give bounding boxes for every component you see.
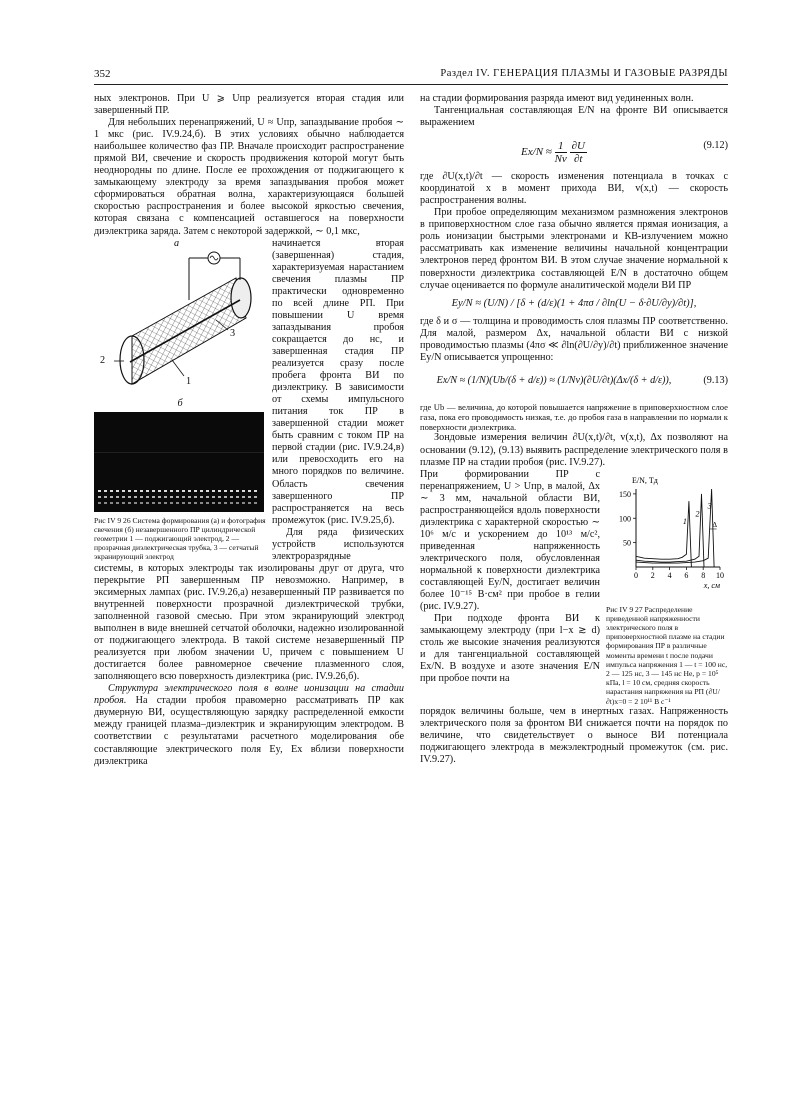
figure-26-caption: Рис IV 9 26 Система формирования (а) и фотография свечения (б) незавершенного ПР цилиндрической геометрии 1 — поджигающий электрод, 2 — прозрачная диэлектрическая трубка, 3 — сетчатый экранирующий электрод — [94, 515, 266, 562]
page-header — [94, 68, 728, 82]
section-run-in-title: Структура электрического поля в волне ионизации на стадии пробоя. — [94, 683, 404, 707]
x-tick-label: 2 — [650, 570, 655, 580]
header-rule — [94, 84, 728, 85]
paragraph — [94, 683, 404, 767]
series-label: 1 — [682, 516, 687, 526]
x-tick-label: 8 — [701, 570, 706, 580]
y-axis-label: E/N, Тд — [632, 475, 658, 485]
x-tick-label: 0 — [634, 570, 638, 580]
figure-iv-9-27 — [606, 469, 728, 706]
paragraph: Для ряда физических устройств используются электроразрядные — [272, 526, 404, 562]
equation-model: Ey/N ≈ (U/N) / [δ + (d/ε)(1 + 4πσ / ∂ln(U − δ·∂U/∂y)/∂t)], — [451, 297, 697, 309]
figure-26a — [94, 238, 266, 394]
figure-number-2: 2 — [100, 354, 106, 366]
paragraph: При пробое определяющим механизмом размножения электронов в приповерхностном слое газа обычно является прямая ионизация, а роль ионизации быстрыми электронами и КВ-излучением можно рассматривать как изменение величины начальной концентрации электронов перед фронтом ВИ. В этом случае значение нормальной к поверхности диэлектрика составляющей E/N в достаточно общем случае оценивается по формуле аналитической модели ВИ ПР — [420, 207, 728, 291]
paragraph: начинается вторая (завершенная) стадия, характеризуемая нарастанием свечения плазмы ПР практически одновременно по всей длине РП. При повышении U время запаздывания пробоя сокращается до нс, и завершенная стадия ПР реализуется сразу после пробега фронта ВИ по диэлектрику. В зависимости от схемы импульсного питания ток ПР в завершенной стадии может быть сравним с током ПР на первой стадии (рис. IV.9.24,в) или превосходить его на много порядков по величине. Область свечения завершенного ПР распространяется на весь промежуток (рис. IV.9.25,б). — [272, 237, 404, 526]
paragraph: где ∂U(x,t)/∂t — скорость изменения потенциала в точках с координатой x в момент прихода ВИ, v(x,t) — скорость распространения волны. — [420, 171, 728, 207]
paragraph: При подходе фронта ВИ к замыкающему электроду (при l−x ≳ d) столь же высокие значения реализуются и для тангенциальной составляющей Ex/N. В воздухе и азоте значения E/N при пробое почти на — [420, 613, 600, 685]
equation-number: (9.12) — [703, 140, 728, 152]
series-line-1 — [636, 501, 691, 567]
eq-den: ∂t — [574, 153, 583, 166]
paragraph: где Ub — величина, до которой повышается напряжение в приповерхностном слое газа, пока его проводимость низкая, т.е. до пробоя газа в направлении по нормали к поверхности диэлектрика. — [420, 401, 728, 433]
paragraph: на стадии формирования разряда имеют вид уединенных волн. — [420, 93, 694, 104]
eq-den: Nv — [554, 153, 567, 166]
running-title: Раздел IV. ГЕНЕРАЦИЯ ПЛАЗМЫ И ГАЗОВЫЕ РАЗРЯДЫ — [440, 68, 728, 79]
equation-body: Ex/N ≈ (1/N)(Ub/(δ + d/ε)) ≈ (1/Nv)(∂U/∂t)(Δx/(δ + d/ε)), — [436, 374, 672, 386]
figure-label-b: б — [177, 397, 183, 409]
equation-body — [420, 140, 688, 165]
glow-streak — [98, 496, 260, 498]
y-tick-label: 50 — [623, 538, 631, 548]
eq-num: ∂U — [571, 140, 585, 153]
glow-streak — [98, 490, 260, 492]
x-tick-label: 10 — [716, 570, 724, 580]
series-label: 2 — [695, 508, 700, 518]
figure-27-caption: Рис IV 9 27 Распределение приведенной напряженности электрического поля в приповерхностной плазме на стадии формирования ПР в различные моменты времени t после подачи импульса напряжения 1 — t = 100 нс, 2 — 125 нс, 3 — 145 нс Не, p = 10⁵ кПа, l = 10 см, средняя скорость нарастания напряжения на РП (∂U/∂t)x=0 = 2 10¹¹ В с⁻¹ — [606, 604, 728, 706]
paragraph: Тангенциальная составляющая E/N на фронте ВИ описывается выражением — [420, 105, 728, 129]
eq-num: 1 — [555, 140, 567, 153]
figure-number-1: 1 — [186, 375, 192, 387]
paragraph: системы, в которых электроды так изолированы друг от друга, что перекрытие РП завершенным ПР невозможно. Например, в эксимерных лампах (рис. IV.9.26,а) незавершенный ПР развивается по внутренней поверхности прозрачной диэлектрической трубки, заполненной газовой смесью. При этом экранирующий электрод выполнен в виде внешней сетчатой оболочки, надежно изолированной от поджигающего электрода. В такой системе незавершенный ПР реализуется при любом значении U, причем с повышением U достигается более равномерное свечение плазменного слоя, заполняющего всю поверхность диэлектрика (рис. IV.9.26,б). — [94, 562, 404, 683]
y-tick-label: 100 — [619, 513, 631, 523]
glow-streak — [98, 502, 260, 504]
delta-x-label: Δ — [712, 520, 717, 529]
paragraph: порядок величины больше, чем в инертных газах. Напряженность электрического поля за фронтом ВИ снижается почти на порядок по величине, что свидетельствует о выносе ВИ потенциала поджигающего электрода в межэлектродный промежуток (см. рис. IV.9.27). — [420, 705, 728, 766]
y-tick-label: 150 — [619, 489, 631, 499]
paragraph: ных электронов. При U ⩾ Uпр реализуется вторая стадия или завершенный ПР. — [94, 93, 404, 117]
x-tick-label: 4 — [667, 570, 672, 580]
figure-number-3: 3 — [230, 327, 236, 339]
glow-photograph — [94, 412, 264, 512]
equation-9-12 — [420, 132, 728, 168]
right-column — [420, 93, 728, 766]
x-tick-label: 6 — [684, 570, 689, 580]
tube-drawing — [114, 252, 251, 384]
page-number: 352 — [94, 68, 111, 80]
figure-iv-9-26 — [94, 238, 266, 562]
series-line-2 — [636, 493, 704, 566]
paragraph: Зондовые измерения величин ∂U(x,t)/∂t, v(x,t), Δx позволяют на основании (9.12), (9.13) выявить распределение электрического поля в плазме ПР на стадии пробоя (рис. IV.9.27). — [420, 432, 728, 468]
eq-lhs: Ex/N ≈ — [521, 146, 555, 159]
equation-number: (9.13) — [703, 374, 728, 386]
paragraph: При формировании ПР с перенапряжением, U > Uпр, в малой, Δx ∼ 3 мм, начальной области ВИ, распространяющейся вдоль поверхности диэлектрика с характерной скоростью ∼ 10⁶ м/с и ускорением до 10¹³ м/с², приведенная напряженность электрического поля, обусловленная нормальной к поверхности диэлектрика составляющей Ey/N, достигает величин более 10⁻¹⁵ В·см² при пробое в гелии (рис. IV.9.27). — [420, 468, 600, 613]
left-column — [94, 93, 404, 768]
x-axis-label: x, см — [703, 580, 720, 590]
series-label: 3 — [707, 501, 712, 511]
equation-9-13 — [420, 367, 728, 399]
paragraph-text: На стадии пробоя правомерно рассматривать ПР как двумерную ВИ, осуществляющую зарядку распределенной емкости между границей плазма–диэлектрик и экранирующим электродом. В соответствии с результатами расчетного моделирования обе составляющие электрического поля Ey, Ex вблизи поверхности диэлектрика — [94, 695, 404, 767]
electrode-system-drawing — [94, 238, 266, 394]
photo-line — [94, 452, 264, 453]
figure-label-a: а — [174, 237, 180, 249]
paragraph: где δ и σ — толщина и проводимость слоя плазмы ПР соответственно. Для малой, размером Δx, начальной области ВИ с низкой проводимостью плазмы (4πσ ≪ ∂ln(∂U/∂y)/∂t) приближенное значение Ey/N описывается упрощенно: — [420, 315, 728, 363]
paragraph: Для небольших перенапряжений, U ≈ Uпр, запаздывание пробоя ∼ 1 мкс (рис. IV.9.24,б). В этих условиях обычно наблюдается наибольшее количество фаз ПР. Вначале происходит распространение прямой ВИ, свечение и скорость продвижения которой могут быть неоднородны по длине. После ее прохождения от поджигающего к замыкающему электроду за время запаздывания пробоя может сформироваться обратная волна, характеризующаяся большей скоростью распространения и более высокой яркостью свечения, которая связана с компенсацией оставшегося на поверхности диэлектрика заряда. Затем с некоторой задержкой, ∼ 0,1 мкс, — [94, 117, 404, 237]
field-distribution-chart — [606, 469, 728, 599]
